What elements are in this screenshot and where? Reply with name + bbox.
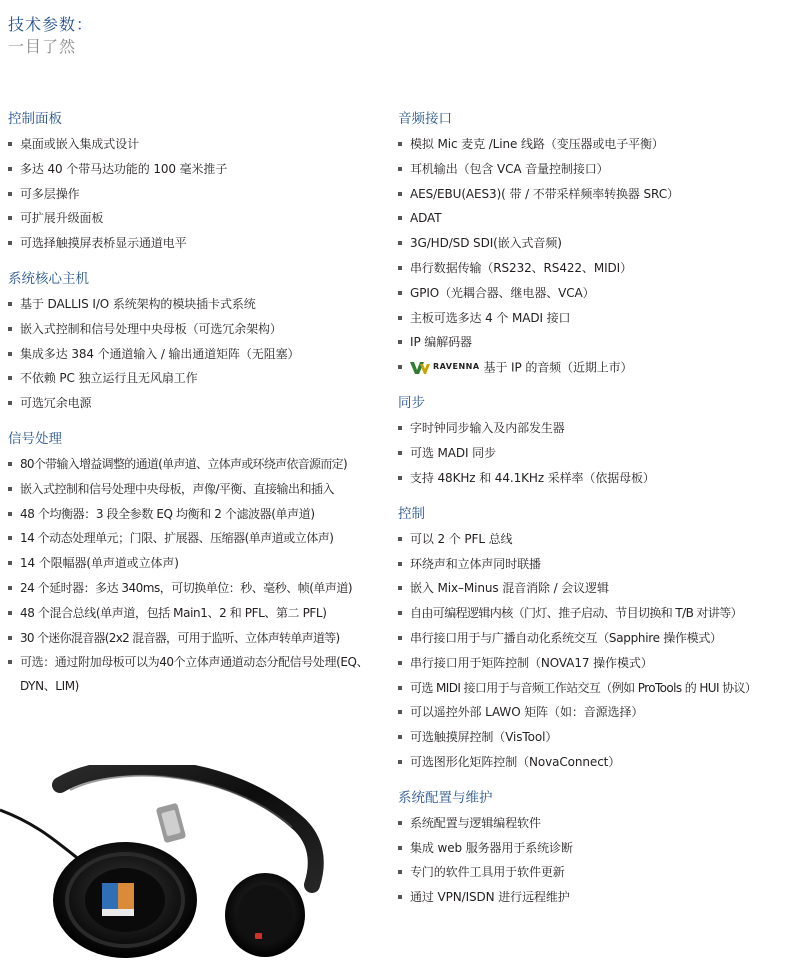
page-header (8, 14, 93, 58)
section-core-system (8, 268, 386, 416)
list-item: 模拟 Mic 麦克 /Line 线路（变压器或电子平衡） (398, 132, 794, 157)
bullet-icon (398, 895, 402, 899)
bullet-icon (398, 365, 402, 369)
list-item: IP 编解码器 (398, 330, 794, 355)
list-item: 14 个限幅器(单声道或立体声) (8, 551, 386, 576)
list-item: 嵌入式控制和信号处理中央母板（可选冗余架构） (8, 317, 386, 342)
list-item: 可选触摸屏控制（VisTool） (398, 725, 794, 750)
list-item: 48 个均衡器：3 段全参数 EQ 均衡和 2 个滤波器(单声道) (8, 502, 386, 527)
bullet-icon (8, 512, 12, 516)
bullet-icon (8, 636, 12, 640)
bullet-icon (398, 870, 402, 874)
bullet-icon (8, 561, 12, 565)
section-title: 信号处理 (8, 430, 62, 447)
list-item: 可以 2 个 PFL 总线 (398, 527, 794, 552)
bullet-icon (398, 735, 402, 739)
bullet-icon (8, 167, 12, 171)
bullet-icon (398, 316, 402, 320)
list-item: 串行接口用于矩阵控制（NOVA17 操作模式） (398, 651, 794, 676)
list-item: 可扩展升级面板 (8, 206, 386, 231)
bullet-icon (8, 376, 12, 380)
list-item: 串行接口用于与广播自动化系统交互（Sapphire 操作模式） (398, 626, 794, 651)
section-signal-processing (8, 428, 386, 698)
list-item: 多达 40 个带马达功能的 100 毫米推子 (8, 157, 386, 182)
list-item: 80个带输入增益调整的通道(单声道、立体声或环绕声依音源而定) (8, 452, 386, 477)
ravenna-logo-text: RAVENNA (433, 362, 480, 372)
list-item: 30 个迷你混音器(2x2 混音器，可用于监听、立体声转单声道等) (8, 626, 386, 651)
section-control (398, 503, 794, 775)
bullet-icon (8, 327, 12, 331)
list-item-ravenna: RAVENNA 基于 IP 的音频（近期上市） (398, 355, 794, 380)
section-title: 控制 (398, 505, 425, 522)
bullet-icon (398, 451, 402, 455)
bullet-icon (398, 636, 402, 640)
list-item: 自由可编程逻辑内核（门灯、推子启动、节目切换和 T/B 对讲等） (398, 601, 794, 626)
left-column (8, 108, 386, 710)
page-title: 技术参数： (8, 15, 94, 34)
ravenna-logo (410, 355, 480, 380)
list-item: 嵌入 Mix–Minus 混音消除 / 会议逻辑 (398, 576, 794, 601)
bullet-icon (398, 476, 402, 480)
headphones-image (0, 765, 330, 962)
bullet-icon (8, 536, 12, 540)
bullet-icon (398, 192, 402, 196)
section-audio-interfaces (398, 108, 794, 380)
list-item: 主板可选多达 4 个 MADI 接口 (398, 306, 794, 331)
list-item: 通过 VPN/ISDN 进行远程维护 (398, 885, 794, 910)
right-column (398, 108, 794, 922)
section-config-maintenance (398, 787, 794, 910)
list-item: GPIO（光耦合器、继电器、VCA） (398, 281, 794, 306)
section-title: 同步 (398, 395, 425, 412)
list-item: 集成多达 384 个通道输入 / 输出通道矩阵（无阻塞） (8, 342, 386, 367)
bullet-icon (398, 537, 402, 541)
bullet-icon (398, 266, 402, 270)
bullet-icon (398, 760, 402, 764)
bullet-icon (398, 846, 402, 850)
list-item: 可选择触摸屏表桥显示通道电平 (8, 231, 386, 256)
list-item: 字时钟同步输入及内部发生器 (398, 416, 794, 441)
page-subtitle: 一目了然 (8, 37, 77, 56)
bullet-icon (398, 241, 402, 245)
bullet-icon (8, 142, 12, 146)
bullet-icon (398, 686, 402, 690)
list-item: 耳机输出（包含 VCA 音量控制接口） (398, 157, 794, 182)
section-control-panel (8, 108, 386, 256)
list-item: 可选冗余电源 (8, 391, 386, 416)
bullet-icon (398, 426, 402, 430)
list-item: 支持 48KHz 和 44.1KHz 采样率（依据母板） (398, 466, 794, 491)
bullet-icon (398, 291, 402, 295)
bullet-icon (8, 352, 12, 356)
list-item: 14 个动态处理单元；门限、扩展器、压缩器(单声道或立体声) (8, 526, 386, 551)
list-item: ADAT (398, 206, 794, 231)
list-item: 可选：通过附加母板可以为40个立体声通道动态分配信号处理(EQ、DYN、LIM) (8, 650, 386, 698)
bullet-icon (398, 562, 402, 566)
list-item: 可以遥控外部 LAWO 矩阵（如：音源选择） (398, 700, 794, 725)
bullet-icon (398, 710, 402, 714)
section-title: 系统核心主机 (8, 270, 89, 287)
bullet-icon (8, 660, 12, 664)
bullet-icon (8, 192, 12, 196)
bullet-icon (8, 241, 12, 245)
bullet-icon (8, 401, 12, 405)
bullet-icon (8, 487, 12, 491)
list-item: 桌面或嵌入集成式设计 (8, 132, 386, 157)
list-item: 集成 web 服务器用于系统诊断 (398, 836, 794, 861)
list-item: 基于 DALLIS I/O 系统架构的模块插卡式系统 (8, 292, 386, 317)
list-item: 可选 MADI 同步 (398, 441, 794, 466)
list-item: 可多层操作 (8, 182, 386, 207)
section-title: 控制面板 (8, 111, 62, 127)
bullet-icon (398, 661, 402, 665)
list-item: 环绕声和立体声同时联播 (398, 552, 794, 577)
bullet-icon (398, 611, 402, 615)
bullet-icon (398, 167, 402, 171)
bullet-icon (8, 216, 12, 220)
section-title: 系统配置与维护 (398, 789, 493, 806)
list-item: 专门的软件工具用于软件更新 (398, 860, 794, 885)
list-item: 可选图形化矩阵控制（NovaConnect） (398, 750, 794, 775)
bullet-icon (398, 216, 402, 220)
bullet-icon (398, 142, 402, 146)
list-item: 24 个延时器：多达 340ms，可切换单位：秒、毫秒、帧(单声道) (8, 576, 386, 601)
bullet-icon (8, 462, 12, 466)
bullet-icon (398, 340, 402, 344)
bullet-icon (8, 302, 12, 306)
ravenna-wave-icon (410, 362, 430, 374)
bullet-icon (8, 586, 12, 590)
bullet-icon (398, 821, 402, 825)
list-item: 3G/HD/SD SDI(嵌入式音频) (398, 231, 794, 256)
bullet-icon (398, 586, 402, 590)
list-item: 串行数据传输（RS232、RS422、MIDI） (398, 256, 794, 281)
list-item: 系统配置与逻辑编程软件 (398, 811, 794, 836)
list-item: AES/EBU(AES3)( 带 / 不带采样频率转换器 SRC） (398, 182, 794, 207)
list-item: 嵌入式控制和信号处理中央母板，声像/平衡、直接输出和插入 (8, 477, 386, 502)
section-sync (398, 392, 794, 490)
bullet-icon (8, 611, 12, 615)
list-item: 可选 MIDI 接口用于与音频工作站交互（例如 ProTools 的 HUI 协议） (398, 676, 794, 701)
list-item: 不依赖 PC 独立运行且无风扇工作 (8, 366, 386, 391)
list-item: 48 个混合总线(单声道，包括 Main1、2 和 PFL、第二 PFL) (8, 601, 386, 626)
section-title: 音频接口 (398, 111, 452, 127)
